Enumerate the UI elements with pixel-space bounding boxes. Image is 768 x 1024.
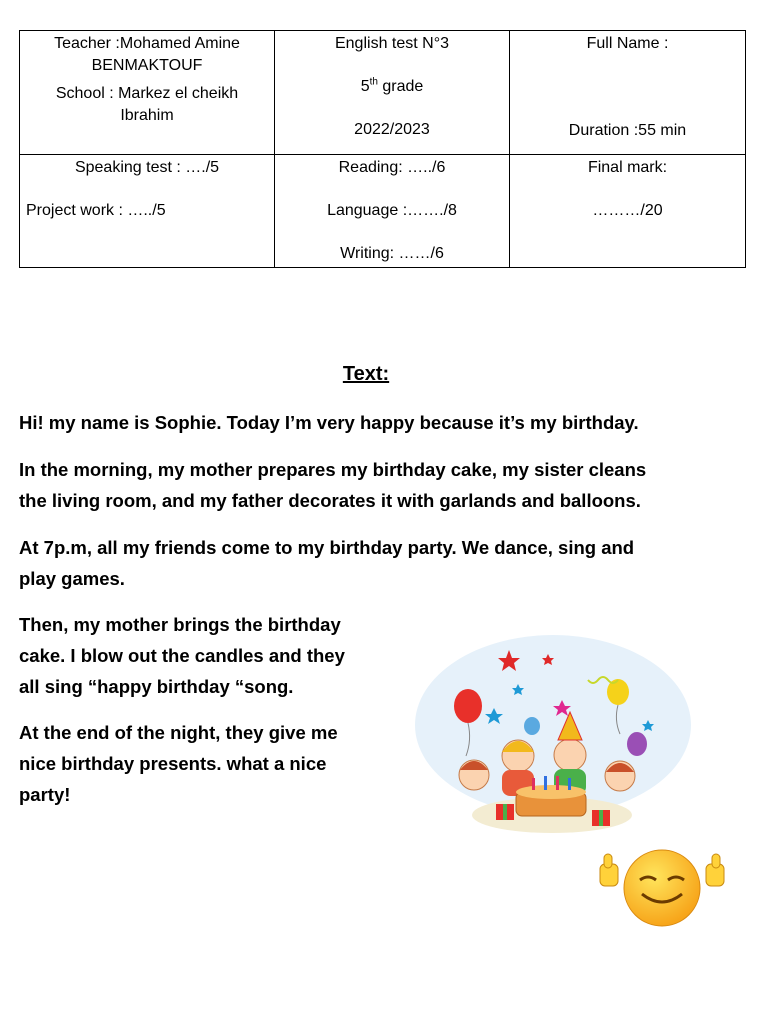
- header-table: [19, 30, 746, 268]
- project-score: Project work : …../5: [26, 202, 166, 219]
- paragraph-1: Hi! my name is Sophie. Today I’m very happy because it’s my birthday.: [19, 412, 639, 433]
- teacher-line2: BENMAKTOUF: [91, 57, 203, 74]
- final-mark-cell: [510, 155, 746, 268]
- teacher-school-cell: [20, 31, 275, 155]
- final-mark-label: Final mark:: [587, 159, 668, 176]
- text-title: Text:: [342, 363, 390, 385]
- school-line2: Ibrahim: [120, 107, 174, 124]
- school-line1: School : Markez el cheikh: [55, 85, 239, 102]
- language-score: Language :……./8: [327, 202, 457, 219]
- reading-language-writing-cell: [275, 155, 510, 268]
- full-name-label: Full Name :: [586, 35, 669, 52]
- test-title: English test N°3: [334, 35, 449, 52]
- red-balloon-icon: [454, 689, 482, 723]
- blue-balloon-icon: [524, 717, 540, 735]
- paragraph-2: In the morning, my mother prepares my birthday cake, my sister cleans the living room, and my father decorates it with garlands and balloons.: [19, 459, 647, 511]
- name-duration-cell: [510, 31, 746, 155]
- thumbs-up-icon: [706, 854, 724, 886]
- purple-balloon-icon: [627, 732, 647, 756]
- happy-smiley-icon: [596, 842, 728, 930]
- thumbs-up-icon: [600, 854, 618, 886]
- teacher-line1: Teacher :Mohamed Amine: [54, 35, 240, 52]
- speaking-project-cell: [20, 155, 275, 268]
- speaking-score: Speaking test : …./5: [74, 159, 220, 176]
- paragraph-4: Then, my mother brings the birthday cake. I blow out the candles and they all sing “happy birthday “song.: [19, 614, 345, 697]
- birthday-party-illustration: [412, 630, 694, 840]
- paragraph-5: At the end of the night, they give me nice birthday presents. what a nice party!: [19, 722, 338, 805]
- paragraph-3: At 7p.m, all my friends come to my birthday party. We dance, sing and play games.: [19, 537, 635, 589]
- final-mark-value: ………/20: [592, 202, 663, 219]
- child-face-icon: [554, 739, 586, 771]
- test-info-cell: [275, 31, 510, 155]
- writing-score: Writing: ……/6: [340, 245, 444, 262]
- duration: Duration :55 min: [568, 122, 687, 139]
- reading-score: Reading: …../6: [338, 159, 446, 176]
- grade: 5th grade: [360, 76, 424, 95]
- school-year: 2022/2023: [354, 121, 430, 138]
